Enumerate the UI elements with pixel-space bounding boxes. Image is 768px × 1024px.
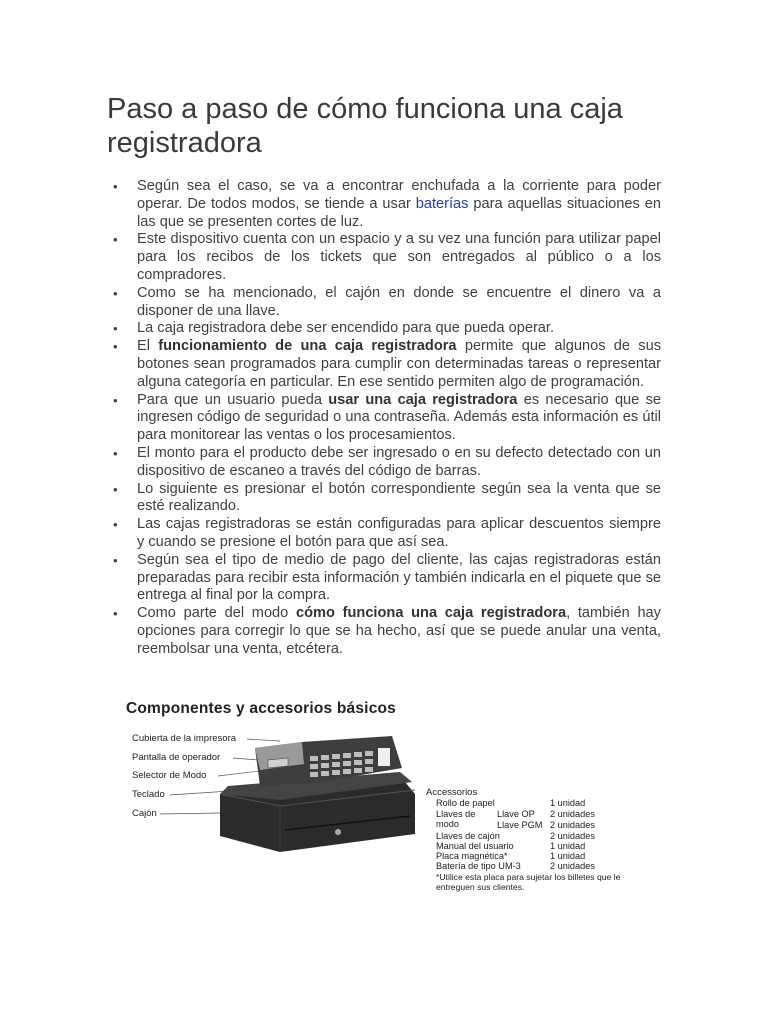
item-text: El monto para el producto debe ser ingresado o en su defecto detectado con un dispositivo de escaneo a través del código de barras.	[137, 444, 661, 479]
item-text: Como parte del modo	[137, 605, 296, 622]
list-item	[109, 231, 661, 284]
item-text: La caja registradora debe ser encendido para que pueda operar.	[137, 320, 555, 337]
acc-name: Manual del usuario	[436, 841, 514, 851]
acc-qty: 2 unidades	[550, 861, 595, 871]
item-text: permite que algunos de sus botones sean programados para cumplir con determinadas tareas o representar alguna categoría en particular. En ese sentido permiten algo de programación.	[137, 338, 661, 390]
list-item	[109, 445, 661, 481]
item-text: es necesario que se ingresen código de seguridad o una contraseña. Además esta información es útil para monitorear las ventas o los procesamientos.	[137, 391, 661, 444]
list-item	[109, 516, 661, 552]
item-text: Según sea el caso, se va a encontrar enchufada a la corriente para poder operar. De todos modos, se tiende a usar	[137, 178, 661, 212]
acc-name: Batería de tipo UM-3	[436, 861, 521, 871]
components-figure	[120, 696, 621, 896]
bullet-list	[109, 178, 661, 659]
item-text: El	[137, 338, 159, 355]
list-item	[109, 320, 661, 338]
acc-sub: Llave PGM	[497, 820, 543, 830]
acc-qty: 2 unidades	[550, 820, 595, 830]
item-text: Como se ha mencionado, el cajón en donde se encuentre el dinero va a disponer de una llave.	[137, 284, 661, 319]
label-printer-cover: Cubierta de la impresora	[132, 733, 237, 744]
acc-qty: 1 unidad	[550, 798, 586, 808]
list-item	[109, 178, 661, 231]
list-item	[109, 552, 661, 605]
list-item	[109, 605, 661, 658]
item-text: Para que un usuario pueda	[137, 391, 329, 408]
figure-title: Componentes y accesorios básicos	[126, 700, 396, 717]
accessories-note: *Utilice esta placa para sujetar los billetes que le entreguen sus clientes.	[436, 872, 621, 892]
item-bold-text: funcionamiento de una caja registradora	[158, 338, 457, 355]
list-item	[109, 481, 661, 517]
item-text: Este dispositivo cuenta con un espacio y a su vez una función para utilizar papel para los recibos de los tickets que son entregados al público o a los compradores.	[137, 231, 661, 283]
acc-name: Llaves de modo	[436, 809, 476, 829]
acc-name: Llaves de cajón	[436, 831, 500, 841]
item-text: Las cajas registradoras se están configuradas para aplicar descuentos siempre y cuando se presione el botón para que así sea.	[137, 516, 661, 550]
acc-qty: 2 unidades	[550, 831, 595, 841]
item-bold-text: usar una caja registradora	[328, 391, 518, 408]
acc-qty: 2 unidades	[550, 809, 595, 819]
list-item	[109, 338, 661, 391]
label-drawer: Cajón	[132, 808, 157, 819]
item-text: para aquellas situaciones en las que se presenten cortes de luz.	[137, 195, 661, 230]
item-text: Lo siguiente es presionar el botón correspondiente según sea la venta que se esté realizando.	[137, 480, 661, 515]
item-text: Según sea el tipo de medio de pago del cliente, las cajas registradoras están preparadas para recibir esta información y también indicarla en el piquete que se entrega al final por la compra.	[137, 551, 661, 604]
label-mode-selector: Selector de Modo	[132, 770, 207, 781]
accessories-title: Accessorios	[426, 787, 478, 798]
label-operator-display: Pantalla de operador	[132, 752, 221, 763]
label-keyboard: Teclado	[132, 789, 165, 800]
item-text: , también hay opciones para corregir lo que se ha hecho, así que se puede anular una venta, reembolsar una venta, etcétera.	[137, 605, 661, 657]
acc-sub: Llave OP	[497, 809, 535, 819]
cash-register-illustration	[120, 724, 420, 894]
baterias-link[interactable]: baterías	[415, 195, 469, 212]
list-item	[109, 392, 661, 445]
acc-qty: 1 unidad	[550, 841, 586, 851]
item-bold-text: cómo funciona una caja registradora	[296, 605, 567, 622]
acc-name: Rollo de papel	[436, 798, 495, 808]
list-item	[109, 285, 661, 321]
acc-qty: 1 unidad	[550, 851, 586, 861]
acc-name: Placa magnética*	[436, 851, 508, 861]
page-title: Paso a paso de cómo funciona una caja registradora	[107, 93, 623, 159]
